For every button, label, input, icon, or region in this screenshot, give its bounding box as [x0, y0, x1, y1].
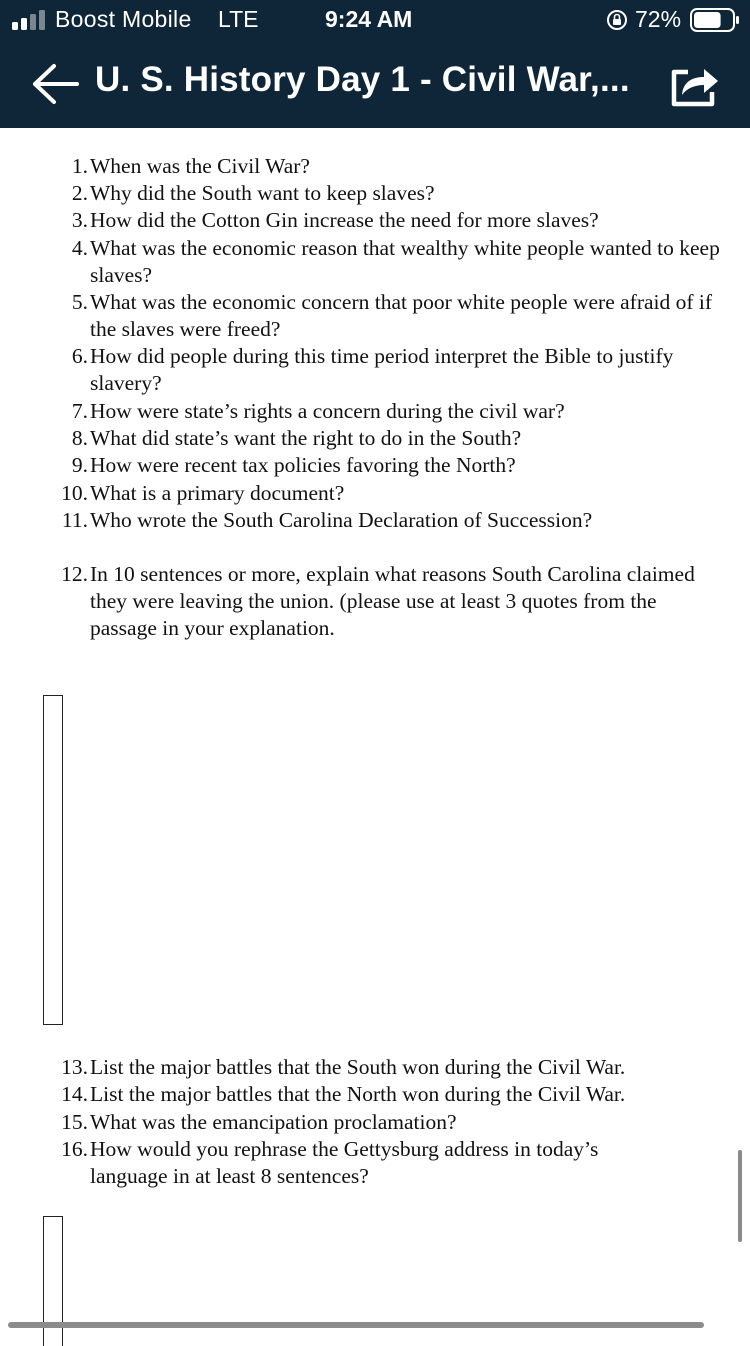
question-item [0, 1054, 740, 1082]
question-number: 9. [71, 453, 88, 477]
question-text: Who wrote the South Carolina Declaration of Succession? [90, 508, 593, 532]
question-text: How would you rephrase the Gettysburg address in today’s language in at least 8 sentences? [90, 1137, 599, 1189]
question-text: List the major battles that the North won during the Civil War. [90, 1082, 626, 1106]
status-bar [0, 0, 750, 40]
question-text: What was the emancipation proclamation? [90, 1110, 457, 1134]
question-text: What is a primary document? [90, 481, 345, 505]
question-item [0, 452, 740, 480]
question-text: In 10 sentences or more, explain what reasons South Carolina claimed they were leaving the union. (please use at least 3 quotes from the passage in your explanation. [90, 562, 695, 641]
question-text: How were state’s rights a concern during the civil war? [90, 399, 565, 423]
question-number: 1. [71, 154, 88, 178]
carrier-name: Boost Mobile [55, 6, 192, 32]
clock-time: 9:24 AM [325, 6, 413, 32]
question-text: List the major battles that the South won during the Civil War. [90, 1055, 626, 1079]
signal-icon [12, 10, 48, 30]
question-text: Why did the South want to keep slaves? [90, 181, 435, 205]
question-item [0, 1081, 740, 1109]
question-text: What did state’s want the right to do in the South? [90, 426, 522, 450]
home-indicator [8, 1322, 704, 1328]
question-number: 3. [71, 208, 88, 232]
question-text: How did people during this time period interpret the Bible to justify slavery? [90, 344, 674, 396]
question-number: 14. [61, 1082, 88, 1106]
question-item [0, 289, 740, 344]
question-number: 15. [61, 1110, 88, 1134]
question-item [0, 425, 740, 453]
question-item [0, 343, 740, 398]
answer-box[interactable] [43, 695, 63, 1025]
question-item [0, 1136, 740, 1191]
back-arrow-icon[interactable] [30, 62, 80, 106]
question-text: How were recent tax policies favoring the North? [90, 453, 516, 477]
orientation-lock-icon [606, 9, 628, 31]
nav-bar [0, 40, 750, 128]
share-icon[interactable] [668, 62, 720, 108]
question-text: What was the economic concern that poor white people were afraid of if the slaves were freed? [90, 290, 713, 342]
question-number: 11. [61, 508, 88, 532]
question-text: When was the Civil War? [90, 154, 310, 178]
question-text: How did the Cotton Gin increase the need for more slaves? [90, 208, 599, 232]
question-number: 5. [71, 290, 88, 314]
question-number: 13. [61, 1055, 88, 1079]
battery-percent: 72% [635, 6, 682, 32]
question-item [0, 153, 740, 181]
question-item [0, 507, 740, 535]
question-number: 16. [61, 1137, 88, 1161]
question-item [0, 1109, 740, 1137]
question-item [0, 480, 740, 508]
question-number: 4. [71, 236, 88, 260]
question-number: 2. [71, 181, 88, 205]
document-page[interactable] [0, 128, 750, 1334]
battery-icon [690, 8, 740, 32]
question-number: 6. [71, 344, 88, 368]
network-type: LTE [218, 6, 259, 32]
question-number: 10. [61, 481, 88, 505]
question-item [0, 180, 740, 208]
question-number: 8. [71, 426, 88, 450]
question-item [0, 207, 740, 235]
question-item [0, 398, 740, 426]
question-text: What was the economic reason that wealthy white people wanted to keep slaves? [90, 236, 720, 288]
app-header [0, 0, 750, 128]
question-item [0, 235, 740, 290]
document-title: U. S. History Day 1 - Civil War,... [95, 60, 630, 99]
question-number: 7. [71, 399, 88, 423]
question-item [0, 561, 740, 643]
scrollbar-thumb[interactable] [738, 1150, 742, 1242]
question-number: 12. [61, 562, 88, 586]
